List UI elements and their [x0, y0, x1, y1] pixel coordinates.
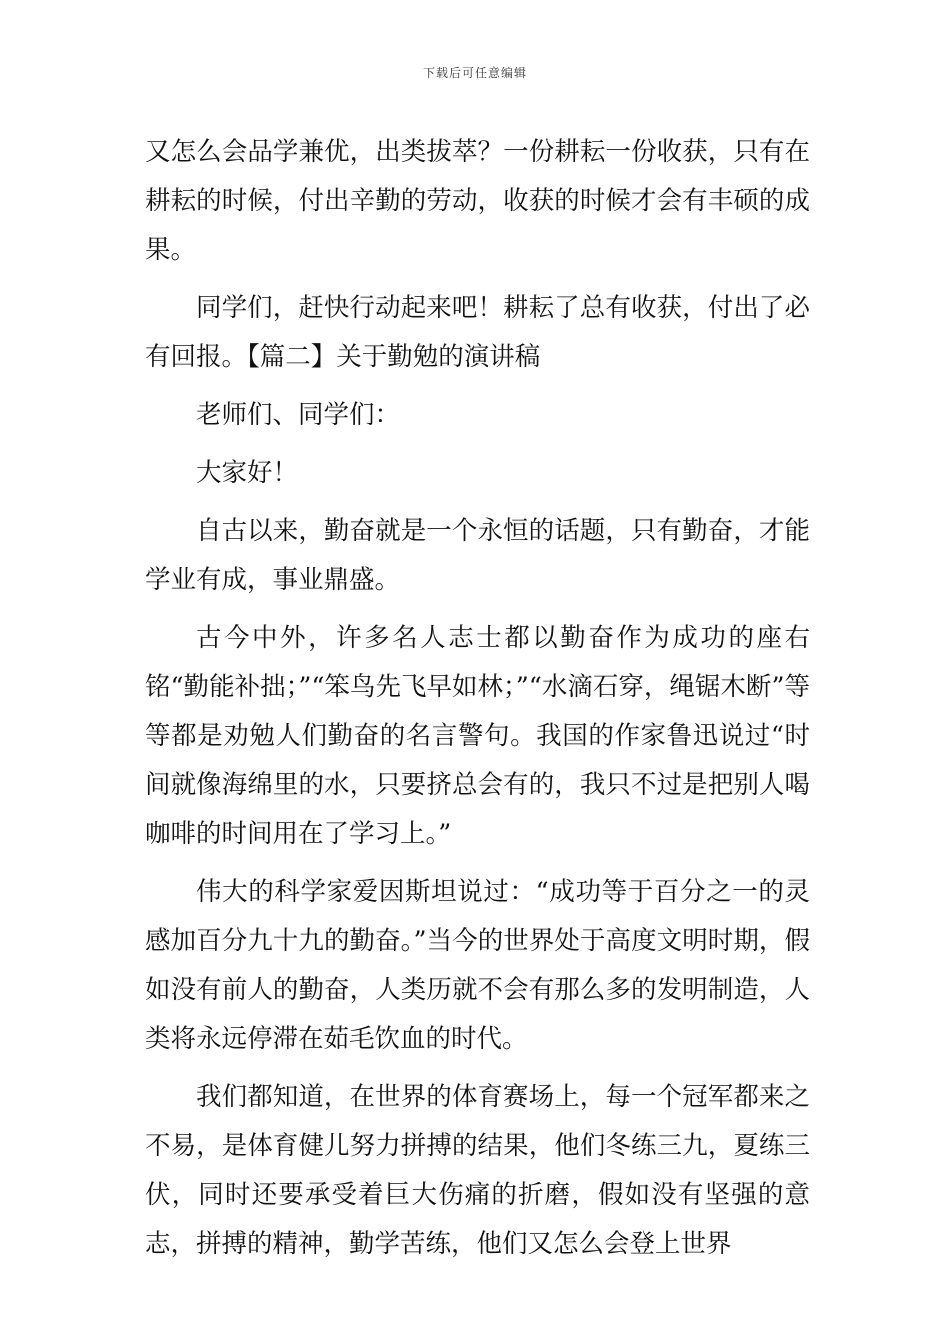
paragraph-1: 又怎么会品学兼优，出类拔萃？一份耕耘一份收获，只有在耕耘的时候，付出辛勤的劳动，收获的时候才会有丰硕的成果。 — [145, 137, 810, 265]
paragraph-2: 同学们，赶快行动起来吧！耕耘了总有收获，付出了必有回报。【篇二】关于勤勉的演讲稿 — [145, 293, 810, 372]
page-header-note: 下载后可任意编辑 — [422, 66, 527, 80]
paragraph-8: 我们都知道，在世界的体育赛场上，每一个冠军都来之不易，是体育健儿努力拼搏的结果，他们冬练三九，夏练三伏，同时还要承受着巨大伤痛的折磨，假如没有坚强的意志，拼搏的精神，勤学苦练，他们又怎么会登上世界 — [145, 1082, 810, 1259]
document-body — [145, 128, 810, 1278]
paragraph-7: 伟大的科学家爱因斯坦说过：“成功等于百分之一的灵感加百分九十九的勤奋。”当今的世界处于高度文明时期，假如没有前人的勤奋，人类历就不会有那么多的发明制造，人类将永远停滞在茹毛饮血的时代。 — [145, 877, 810, 1054]
paragraph-6: 古今中外，许多名人志士都以勤奋作为成功的座右铭“勤能补拙；”“笨鸟先飞早如林；”“水滴石穿，绳锯木断”等等都是劝勉人们勤奋的名言警句。我国的作家鲁迅说过“时间就像海绵里的水，只要挤总会有的，我只不过是把别人喝咖啡的时间用在了学习上。” — [145, 623, 810, 849]
paragraph-5: 自古以来，勤奋就是一个永恒的话题，只有勤奋，才能学业有成，事业鼎盛。 — [145, 516, 810, 595]
paragraph-salutation: 老师们、同学们： — [196, 400, 401, 430]
paragraph-greeting: 大家好！ — [196, 458, 299, 488]
